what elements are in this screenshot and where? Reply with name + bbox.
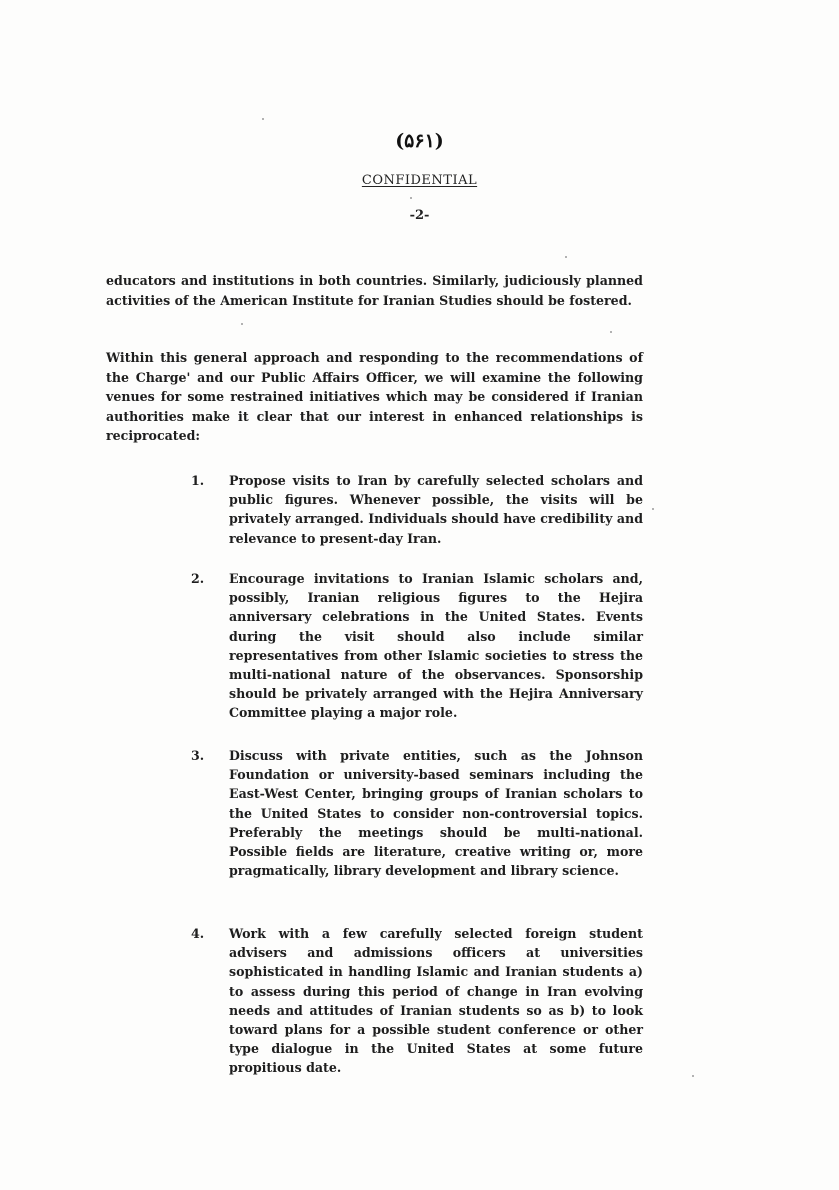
page-number: -2- [409,208,430,223]
list-item [191,471,643,548]
list-item-number: 2. [191,571,205,586]
list-item-text: Discuss with private entities, such as the Johnson Foundation or university-based seminars including the East-West Center, bringing groups of Iranian scholars to the United States to consider non-controversial topics. Preferably the meetings should be multi-national. Possible fields are literature, creative writing or, more pragmatically, library development and library science. [229,748,643,879]
list-item [191,569,643,723]
classification-label: CONFIDENTIAL [361,173,478,188]
scan-speck [262,118,264,120]
list-item [191,746,643,880]
list-item-text: Work with a few carefully selected foreign student advisers and admissions officers at universities sophisticated in handling Islamic and Iranian students a) to assess during this period of change in Iran evolving needs and attitudes of Iranian students so as b) to look toward plans for a possible student conference or other type dialogue in the United States at some future propitious date. [229,926,643,1076]
list-item-text: Propose visits to Iran by carefully selected scholars and public figures. Whenever possible, the visits will be privately arranged. Individuals should have credibility and relevance to present-day Iran. [229,473,643,546]
scan-speck [652,508,654,510]
paragraph-continuation: educators and institutions in both countries. Similarly, judiciously planned activities of the American Institute for Iranian Studies should be fostered. [106,273,643,308]
list-item-number: 4. [191,926,205,941]
document-number: (۵۶۱) [395,130,444,152]
paragraph-approach: Within this general approach and responding to the recommendations of the Charge' and our Public Affairs Officer, we will examine the following venues for some restrained initiatives which may be considered if Iranian authorities make it clear that our interest in enhanced relationships is reciprocated: [106,350,643,443]
list-item-number: 1. [191,473,205,488]
classification-heading [0,173,839,188]
scan-speck [692,1075,694,1077]
list-item [191,924,643,1078]
scan-speck [241,323,243,325]
scan-speck [610,331,612,333]
list-item-number: 3. [191,748,205,763]
scan-speck [410,197,412,199]
list-item-text: Encourage invitations to Iranian Islamic scholars and, possibly, Iranian religious figures to the Hejira anniversary celebrations in the United States. Events during the visit should also include similar representatives from other Islamic societies to stress the multi-national nature of the observances. Sponsorship should be privately arranged with the Hejira Anniversary Committee playing a major role. [229,571,643,721]
scan-speck [565,256,567,258]
